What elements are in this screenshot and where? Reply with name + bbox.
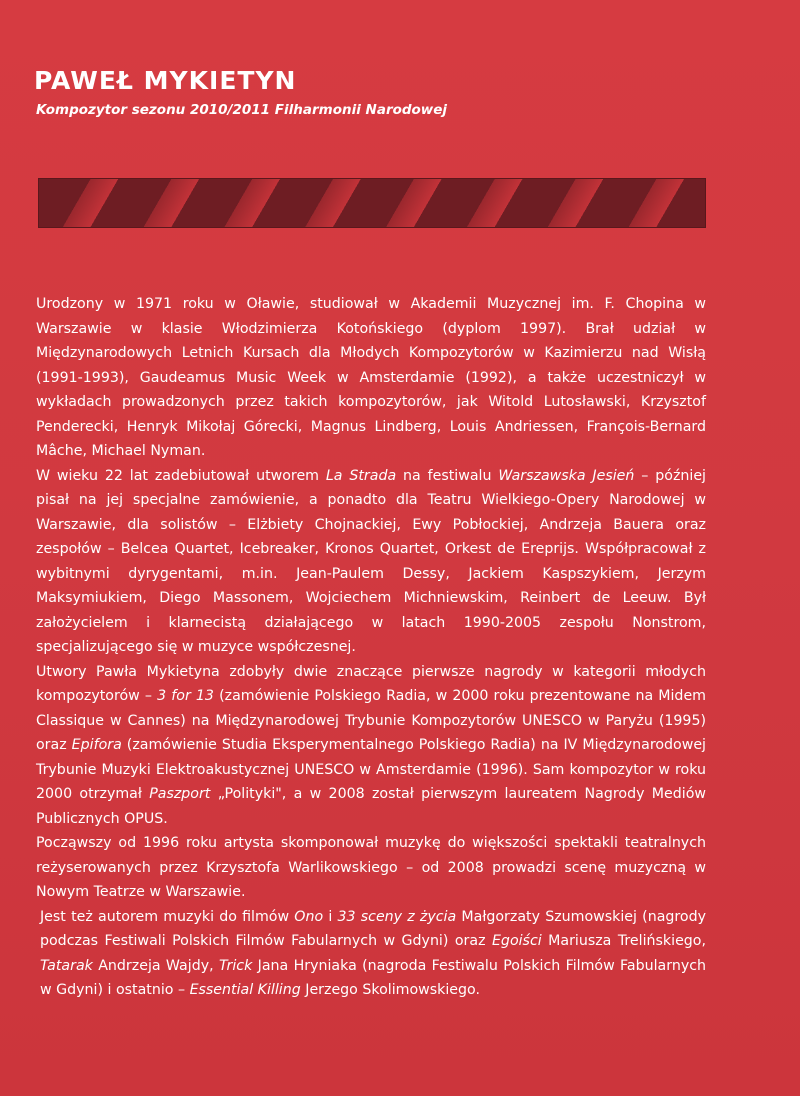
festival-name: Warszawska Jesień [498, 467, 635, 484]
paragraph-4: Począwszy od 1996 roku artysta skomponował muzykę do większości spektakli teatralnych reżyserowanych przez Krzysztofa Warlikowskiego – od 2008 prowadzi scenę muzyczną w Nowym Teatrze w Warszawie. [36, 835, 706, 900]
film-title: Egoiści [491, 933, 542, 949]
paragraph-1: Urodzony w 1971 roku w Oławie, studiował w Akademii Muzycznej im. F. Chopina w Warszawie w klasie Włodzimierza Kotońskiego (dyplom 1997). Brał udział w Międzynarodowych Letnich Kursach dla Młodych Kompozytorów w Kazimierzu nad Wisłą (1991-1993), Gaudeamus Music Week w Amsterdamie (1992), a także uczestniczył w wykładach prowadzonych przez takich kompozytorów, jak Witold Lutosławski, Krzysztof Penderecki, Henryk Mikołaj Górecki, Magnus Lindberg, Louis Andriessen, François-Bernard Mâche, Michael Nyman. [36, 296, 706, 459]
film-title: Ono [294, 908, 324, 925]
text-segment: Andrzeja Wajdy, [92, 957, 219, 974]
work-title: La Strada [325, 467, 397, 484]
film-title: Essential Killing [189, 982, 301, 998]
film-title: Trick [218, 957, 253, 974]
text-segment: i [323, 908, 338, 925]
text-segment: „Polityki", a w 2008 został pierwszym laureatem Nagrody Mediów Publicznych OPUS. [36, 786, 706, 827]
page-subtitle: Kompozytor sezonu 2010/2011 Filharmonii Narodowej [36, 102, 448, 118]
film-title: 33 sceny z życia [337, 908, 457, 925]
text-segment: (zamówienie Polskiego Radia, w 2000 roku prezentowane na Midem Classique w Cannes) na Międzynarodowej Trybunie Kompozytorów UNESCO w Paryżu (1995) oraz [36, 688, 706, 753]
text-segment: Małgorzaty Szumowskiej (nagrody podczas Festiwali Polskich Filmów Fabularnych w Gdyni) oraz [40, 908, 706, 949]
text-segment: Jerzego Skolimowskiego. [300, 982, 480, 998]
text-segment: (zamówienie Studia Eksperymentalnego Polskiego Radia) na IV Międzynarodowej Trybunie Muzyki Elektroakustycznej UNESCO w Amsterdamie (1996). Sam kompozytor w roku 2000 otrzymał [36, 737, 706, 802]
award-name: Paszport [149, 786, 211, 802]
text-segment: Jest też autorem muzyki do filmów [40, 908, 295, 925]
work-title: 3 for 13 [157, 688, 214, 704]
text-segment: Utwory Pawła Mykietyna zdobyły dwie znaczące pierwsze nagrody w kategorii młodych kompozytorów – [36, 663, 706, 704]
paragraph-5 [36, 905, 706, 1003]
film-title: Tatarak [40, 957, 93, 974]
text-segment: na festiwalu [396, 467, 499, 484]
text-segment: Jana Hryniaka (nagroda Festiwalu Polskich Filmów Fabularnych w Gdyni) i ostatnio – [40, 957, 707, 998]
decorative-stripe-banner [38, 178, 706, 228]
text-segment: – później pisał na jej specjalne zamówienie, a ponadto dla Teatru Wielkiego-Opery Narodowej w Warszawie, dla solistów – Elżbiety Chojnackiej, Ewy Pobłockiej, Andrzeja Bauera oraz zespołów – Belcea Quartet, Icebreaker, Kronos Quartet, Orkest de Ereprijs. Współpracował z wybitnymi dyrygentami, m.in. Jean-Paulem Dessy, Jackiem Kaspszykiem, Jerzym Maksymiukiem, Diego Massonem, Wojciechem Michniewskim, Reinbert de Leeuw. Był założycielem i klarnecistą działającego w latach 1990-2005 zespołu Nonstrom, specjalizującego się w muzyce współczesnej. [36, 467, 706, 655]
biography-text [36, 292, 706, 1003]
paragraph-2 [36, 464, 706, 660]
paragraph-3 [36, 660, 706, 832]
work-title: Epifora [71, 737, 122, 753]
text-segment: Mariusza Trelińskiego, [541, 933, 707, 949]
page-title: PAWEŁ MYKIETYN [34, 66, 297, 95]
text-segment: W wieku 22 lat zadebiutował utworem [36, 467, 326, 484]
